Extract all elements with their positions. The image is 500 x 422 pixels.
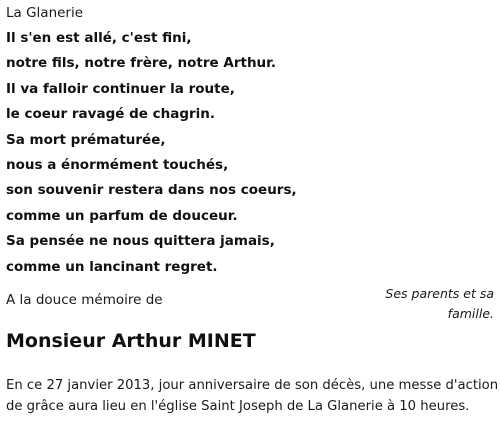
poem-line: Sa mort prématurée, xyxy=(6,131,166,148)
memory-intro: A la douce mémoire de xyxy=(6,292,163,308)
poem-line: comme un lancinant regret. xyxy=(6,258,218,275)
poem-line: le coeur ravagé de chagrin. xyxy=(6,106,216,123)
signature-line: famille. xyxy=(447,306,494,321)
mass-announcement xyxy=(6,376,498,417)
signature xyxy=(364,284,494,324)
deceased-name: Monsieur Arthur MINET xyxy=(6,330,256,352)
signature-line: Ses parents et sa xyxy=(385,286,494,301)
poem-line: notre fils, notre frère, notre Arthur. xyxy=(6,55,277,72)
poem-line: son souvenir restera dans nos coeurs, xyxy=(6,182,297,199)
poem-line: Sa pensée ne nous quittera jamais, xyxy=(6,233,275,250)
poem-line: nous a énormément touchés, xyxy=(6,156,229,173)
announcement-line: de grâce aura lieu en l'église Saint Joseph de La Glanerie à 10 heures. xyxy=(6,398,470,414)
poem-line: comme un parfum de douceur. xyxy=(6,207,238,224)
poem-line: Il va falloir continuer la route, xyxy=(6,80,235,97)
place-name: La Glanerie xyxy=(6,5,84,21)
poem xyxy=(6,28,297,282)
poem-line: Il s'en est allé, c'est fini, xyxy=(6,30,192,46)
announcement-line: En ce 27 janvier 2013, jour anniversaire de son décès, une messe d'action xyxy=(6,378,499,393)
